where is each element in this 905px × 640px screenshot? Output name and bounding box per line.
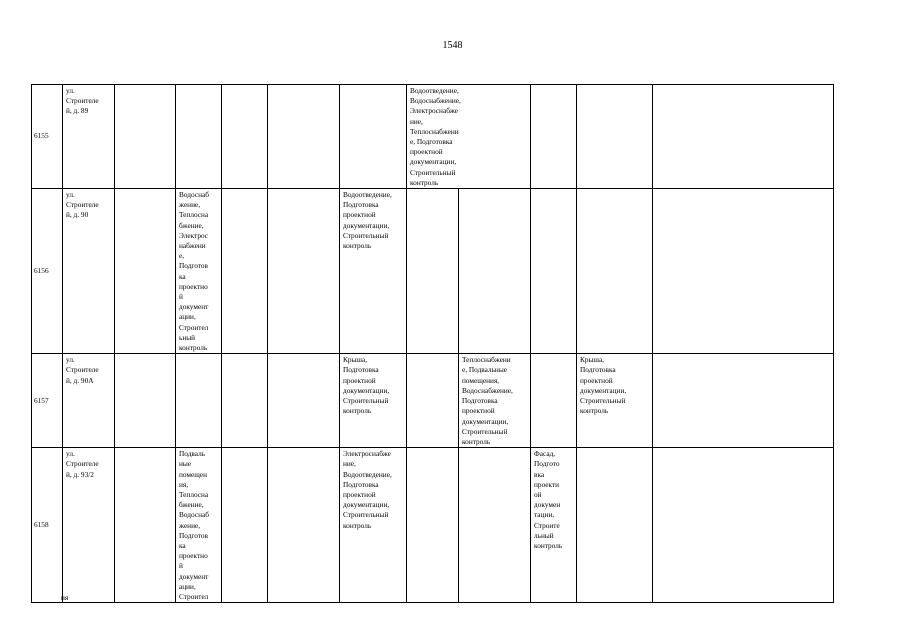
- table-cell: [407, 189, 459, 354]
- table-cell: [531, 354, 577, 448]
- table-row: [32, 189, 834, 354]
- table-cell: [222, 354, 268, 448]
- table-cell: [268, 354, 340, 448]
- table-cell: [268, 85, 340, 189]
- table-cell: [407, 448, 459, 603]
- table-cell: [653, 354, 834, 448]
- table-cell: Водоотведение, Водоснабжение, Электроснабже ние, Теплоснабжени е, Подготовка проектной документации, Строительный контроль: [407, 85, 531, 189]
- table-cell: [115, 448, 176, 603]
- table-row: [32, 85, 834, 189]
- address-cell: ул. Строителе й, д. 89: [63, 85, 115, 189]
- table-cell: [407, 354, 459, 448]
- table-cell: [459, 189, 531, 354]
- table-cell: [531, 85, 577, 189]
- row-number: 6158: [32, 448, 63, 603]
- table-cell: [268, 448, 340, 603]
- table-cell: [577, 85, 653, 189]
- row-number: 6155: [32, 85, 63, 189]
- row-number: 6156: [32, 189, 63, 354]
- table-cell: Подваль ные помещен ия, Теплосна бжение, Водоснаб жение, Подготов ка проектно й документ ации, Строител: [176, 448, 222, 603]
- table-cell: Теплоснабжени е, Подвальные помещения, Водоснабжение, Подготовка проектной документации, Строительный контроль: [459, 354, 531, 448]
- table-cell: Фасад, Подгото вка проекти ой докумен тации, Строите льный контроль: [531, 448, 577, 603]
- table-cell: [115, 85, 176, 189]
- table-cell: [222, 448, 268, 603]
- table-row: [32, 354, 834, 448]
- footer-text: ия: [61, 593, 69, 602]
- row-number: 6157: [32, 354, 63, 448]
- table-row: [32, 448, 834, 603]
- table-cell: Крыша, Подготовка проектной документации, Строительный контроль: [577, 354, 653, 448]
- table-cell: [176, 85, 222, 189]
- address-cell: ул. Строителе й, д. 90А: [63, 354, 115, 448]
- table-cell: [531, 189, 577, 354]
- registry-table: [31, 84, 834, 603]
- table-cell: [115, 189, 176, 354]
- table-cell: [577, 448, 653, 603]
- table-cell: [653, 85, 834, 189]
- table-cell: [577, 189, 653, 354]
- table-cell: [653, 448, 834, 603]
- table-cell: Электроснабже ние, Водоотведение, Подготовка проектной документации, Строительный контроль: [340, 448, 407, 603]
- address-cell: ул. Строителе й, д. 93/2: [63, 448, 115, 603]
- table-cell: Водоснаб жение, Теплосна бжение, Электрос набжени е, Подготов ка проектно й документ ации, Строител ьный контроль: [176, 189, 222, 354]
- table-cell: [222, 85, 268, 189]
- page-number: 1548: [442, 40, 463, 51]
- table-cell: [340, 85, 407, 189]
- table-cell: [653, 189, 834, 354]
- table-cell: [115, 354, 176, 448]
- table-cell: [222, 189, 268, 354]
- table-cell: Крыша, Подготовка проектной документации, Строительный контроль: [340, 354, 407, 448]
- table-cell: [459, 448, 531, 603]
- table-cell: [268, 189, 340, 354]
- address-cell: ул. Строителе й, д. 90: [63, 189, 115, 354]
- table-cell: Водоотведение, Подготовка проектной документации, Строительный контроль: [340, 189, 407, 354]
- table-cell: [176, 354, 222, 448]
